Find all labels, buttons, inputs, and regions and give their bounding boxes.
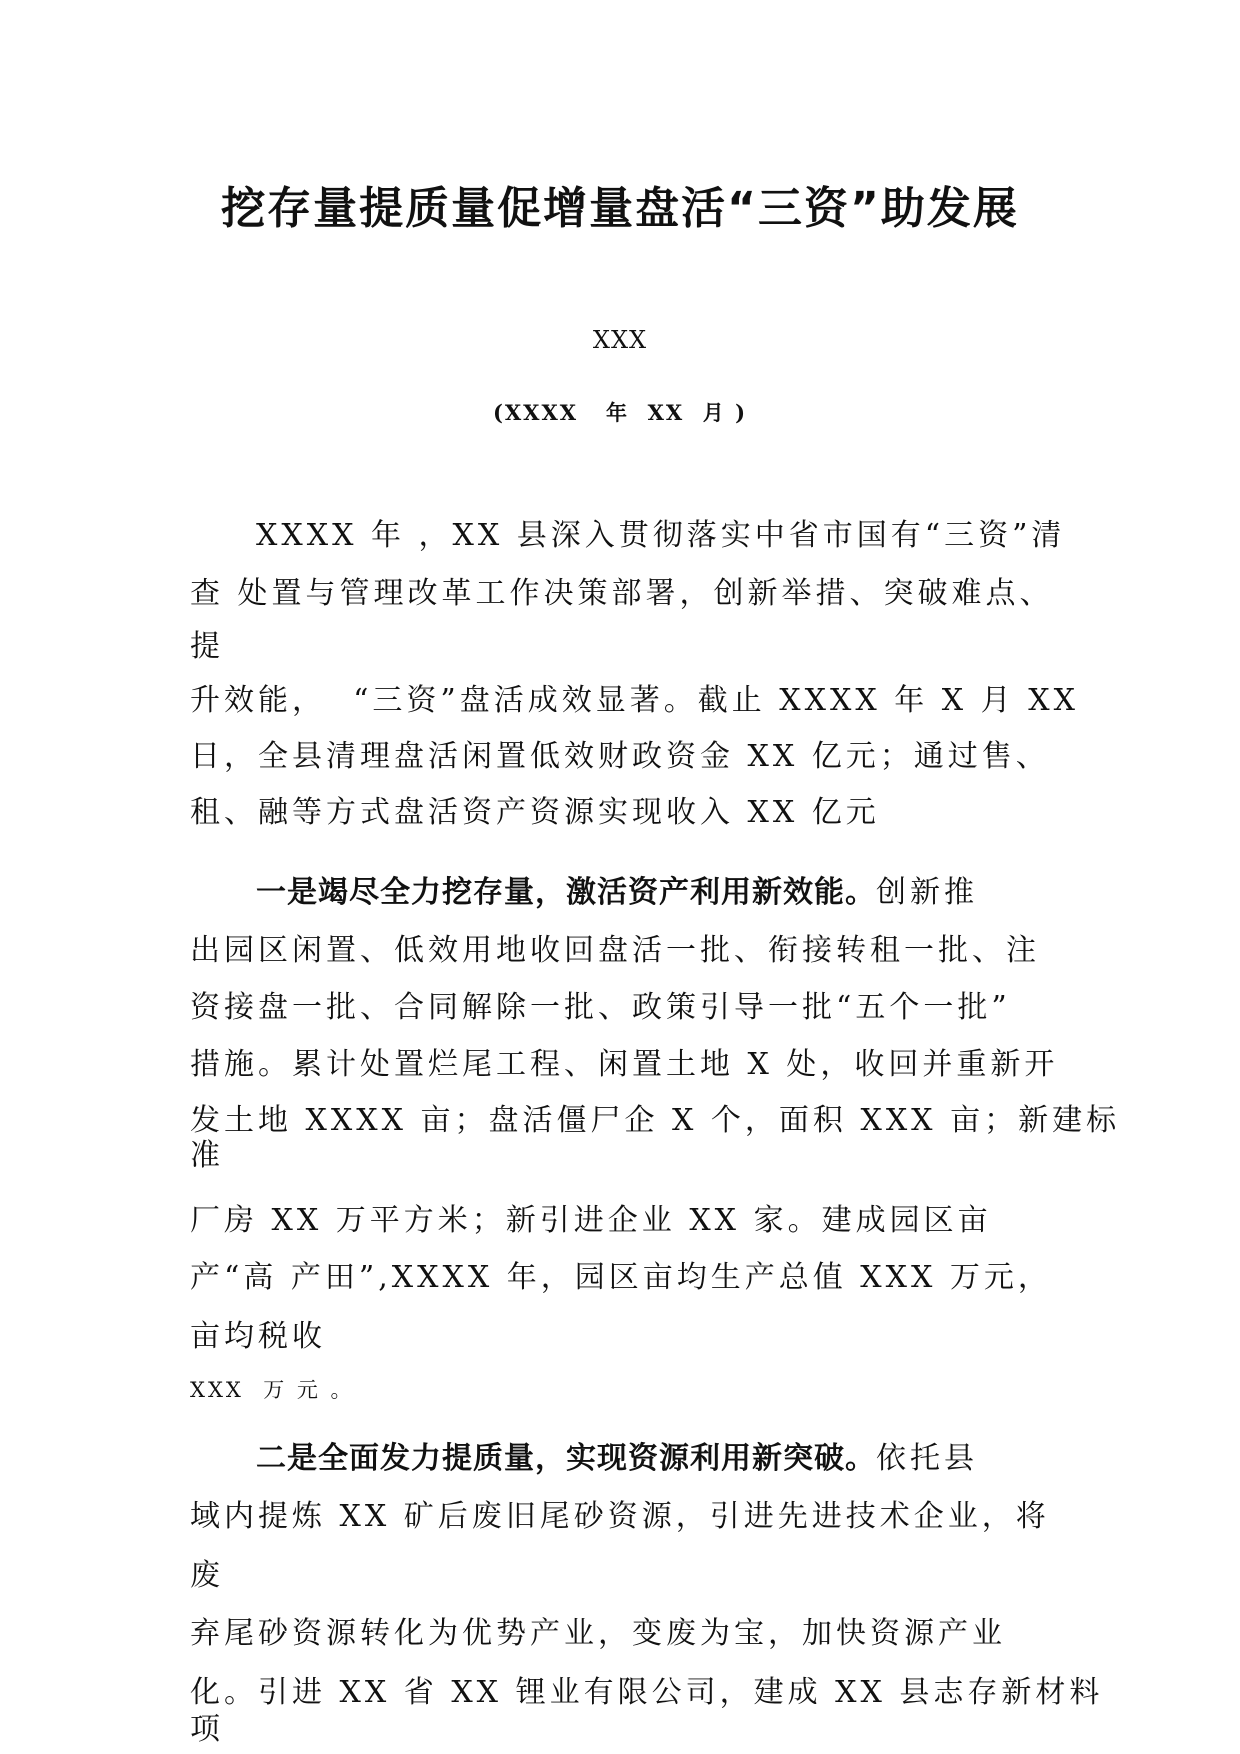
section2-line: 弃尾砂资源转化为优势产业，变废为宝，加快资源产业: [190, 1616, 1006, 1651]
section1-line: 措施。累计处置烂尾工程、闲置土地 X 处，收回并重新开: [190, 1047, 1059, 1082]
intro-line: 提: [190, 629, 224, 664]
section1-line: 产“高 产田”,XXXX 年，园区亩均生产总值 XXX 万元，: [190, 1260, 1052, 1295]
section2-heading: 二是全面发力提质量，实现资源利用新突破。: [256, 1441, 876, 1476]
document-title: 挖存量提质量促增量盘活“三资”助发展: [221, 183, 1019, 234]
section1-line: XXX 万 元 。: [190, 1378, 355, 1402]
intro-line: 日，全县清理盘活闲置低效财政资金 XX 亿元；通过售、: [190, 739, 1050, 774]
intro-line: 查 处置与管理改革工作决策部署，创新举措、突破难点、: [190, 576, 1054, 611]
section2-line: 域内提炼 XX 矿后废旧尾砂资源，引进先进技术企业，将: [190, 1499, 1050, 1534]
intro-line: 租、融等方式盘活资产资源实现收入 XX 亿元: [190, 795, 880, 830]
section1-line: 资接盘一批、合同解除一批、政策引导一批“五个一批”: [190, 990, 1011, 1025]
section1-line: 准: [190, 1138, 224, 1173]
section2-line: 项: [190, 1712, 224, 1747]
section2-first-line: [256, 1441, 978, 1476]
section1-line: 出园区闲置、低效用地收回盘活一批、衔接转租一批、注: [190, 933, 1040, 968]
section2-first-line-text: 依托县: [876, 1441, 978, 1476]
intro-line: XXXX 年 ，XX 县深入贯彻落实中省市国有“三资”清: [256, 518, 1066, 553]
section2-line: 废: [190, 1558, 224, 1593]
section1-heading: 一是竭尽全力挖存量，激活资产利用新效能。: [256, 875, 876, 910]
section1-line: 厂房 XX 万平方米；新引进企业 XX 家。建成园区亩: [190, 1203, 992, 1238]
section1-line: 亩均税收: [190, 1319, 326, 1354]
section1-line: 发土地 XXXX 亩；盘活僵尸企 X 个，面积 XXX 亩；新建标: [190, 1103, 1121, 1138]
intro-line: 升效能， “三资”盘活成效显著。截止 XXXX 年 X 月 XX: [190, 683, 1079, 718]
section1-first-line-text: 创新推: [876, 875, 978, 910]
document-date: (XXXX 年 XX 月 ): [492, 400, 748, 425]
section2-line: 化。引进 XX 省 XX 锂业有限公司，建成 XX 县志存新材料: [190, 1675, 1104, 1710]
section1-first-line: [256, 875, 978, 910]
document-author: XXX: [592, 326, 648, 354]
